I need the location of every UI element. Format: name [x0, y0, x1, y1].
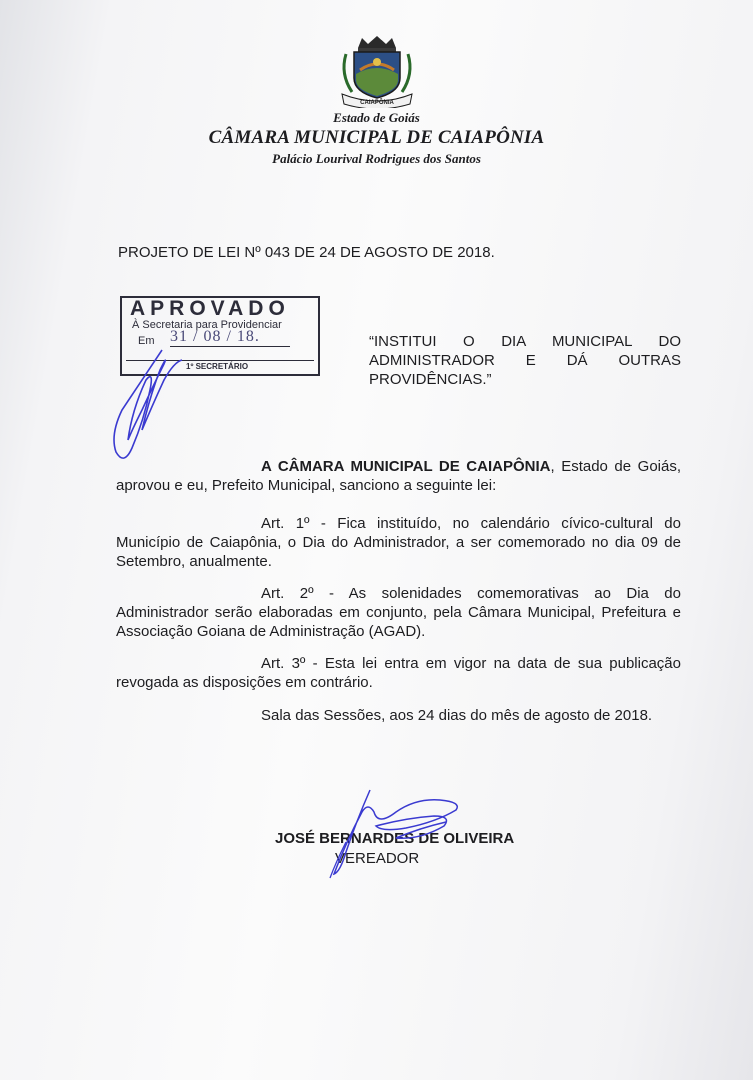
article-3: Art. 3º - Esta lei entra em vigor na data de sua publicação revogada as disposições em contrário. [116, 655, 681, 691]
bill-summary-line3: PROVIDÊNCIAS.” [369, 371, 492, 388]
stamp-date: 31 / 08 / 18. [170, 328, 290, 347]
state-name: Estado de Goiás [333, 110, 420, 125]
bill-summary [369, 332, 681, 389]
article-2: Art. 2º - As solenidades comemorativas ao Dia do Administrador serão elaboradas em conjunto, pela Câmara Municipal, Prefeitura e Associação Goiana de Administração (AGAD). [116, 585, 681, 640]
preamble-rest: , Estado de Goiás, aprovou e eu, Prefeito Municipal, sanciono a seguinte lei: [116, 458, 682, 494]
article-1: Art. 1º - Fica instituído, no calendário cívico-cultural do Município de Caiapônia, o Dia do Administrador, a ser comemorado no dia 09 de Setembro, anualmente. [116, 515, 681, 570]
letterhead [0, 34, 753, 167]
approval-stamp [120, 296, 320, 376]
municipal-coat-of-arms [332, 34, 422, 108]
bill-summary-line2: ADMINISTRADOR E DÁ OUTRAS [369, 352, 681, 369]
stamp-title: APROVADO [130, 297, 290, 320]
bill-summary-line1: “INSTITUI O DIA MUNICIPAL DO [369, 333, 681, 350]
stamp-date-label: Em [138, 335, 155, 347]
stamp-divider [126, 360, 314, 361]
signatory-role: VEREADOR [335, 850, 420, 867]
closing-line: Sala das Sessões, aos 24 dias do mês de agosto de 2018. [261, 707, 653, 724]
crest-banner-text: CAIAPÔNIA [359, 100, 394, 106]
chamber-name: CÂMARA MUNICIPAL DE CAIAPÔNIA [208, 127, 545, 148]
bill-number: PROJETO DE LEI Nº 043 DE 24 DE AGOSTO DE 2018. [118, 244, 495, 261]
stamp-instruction: À Secretaria para Providenciar [132, 319, 282, 331]
preamble-bold: A CÂMARA MUNICIPAL DE CAIAPÔNIA [261, 458, 551, 475]
signatory-name: JOSÉ BERNARDES DE OLIVEIRA [275, 830, 515, 847]
stamp-secretary: 1º SECRETÁRIO [186, 362, 249, 371]
signature-block [275, 830, 515, 867]
preamble [116, 457, 681, 495]
palace-name: Palácio Lourival Rodrigues dos Santos [272, 151, 481, 166]
